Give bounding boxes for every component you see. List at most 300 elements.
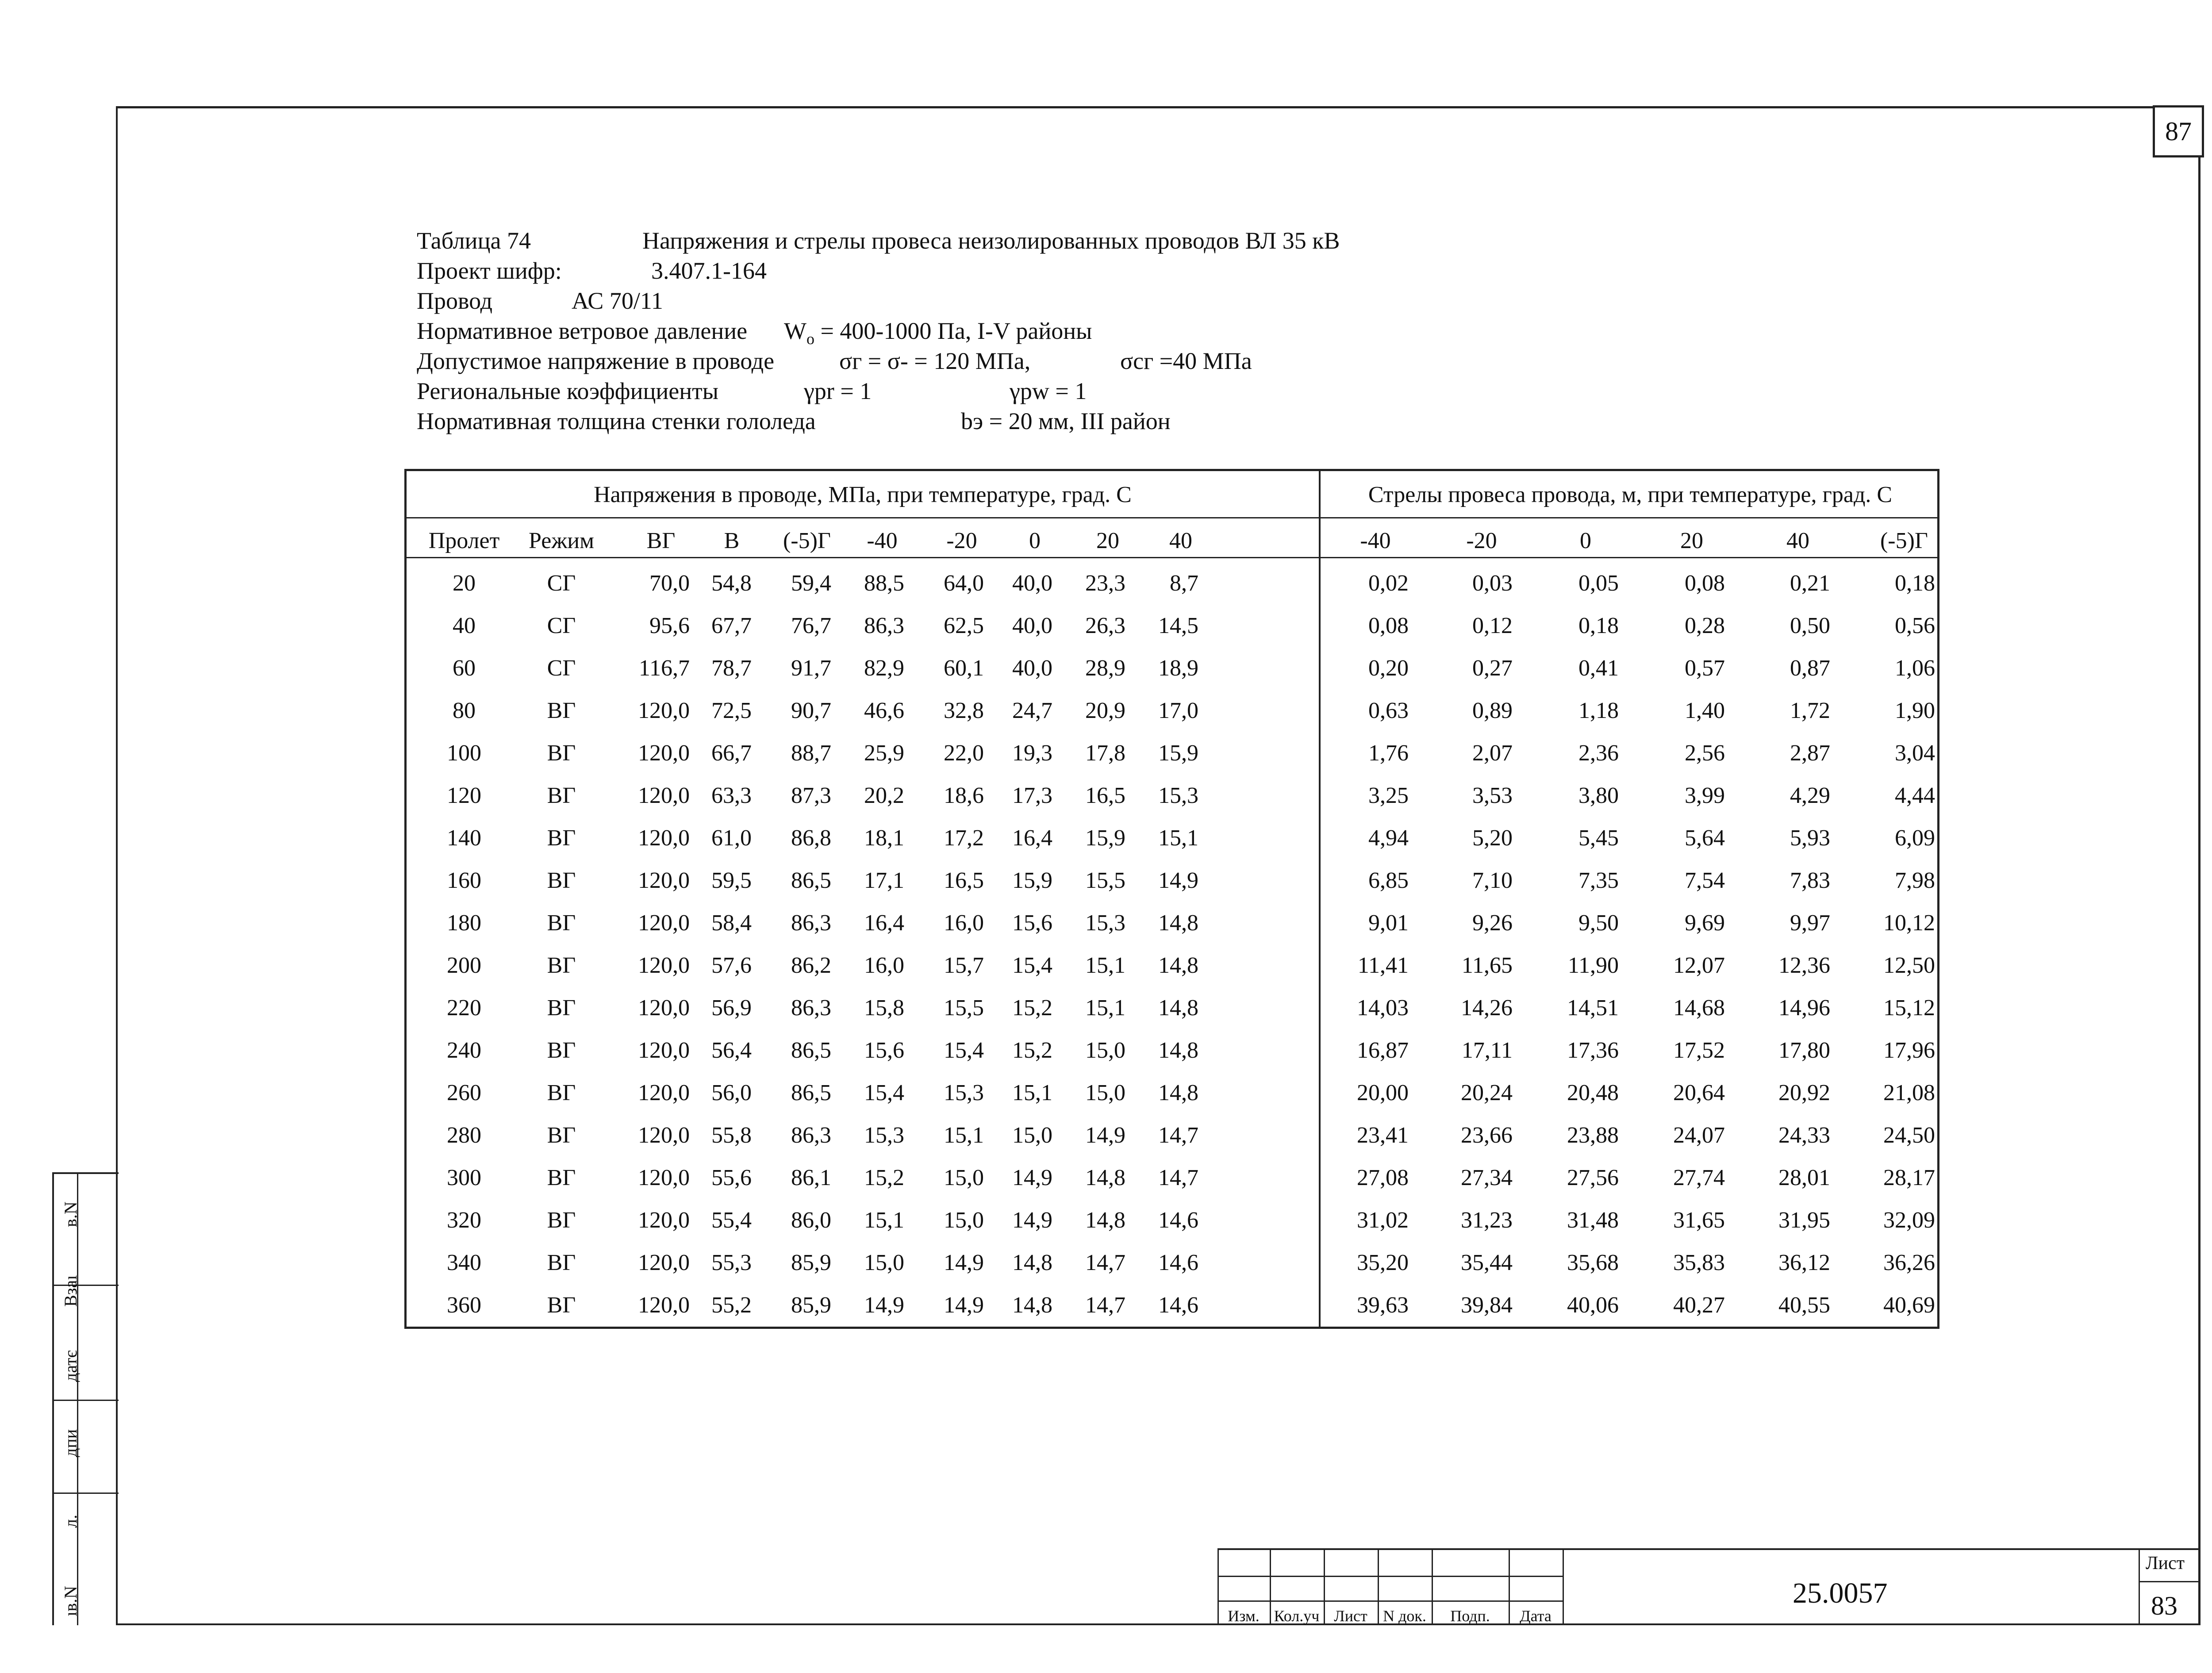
table-cell: 59,5 [711,868,752,893]
table-cell: 16,4 [864,910,904,936]
table-cell: ВГ [547,1165,576,1190]
table-cell: 86,8 [791,825,831,851]
column-header: -20 [946,528,977,553]
table-cell: 260 [447,1080,481,1105]
table-cell: 16,0 [944,910,984,936]
table-cell: 7,35 [1578,868,1619,893]
group-header-sag: Стрелы провеса провода, м, при температуре, град. С [1368,482,1893,507]
ice-label: Нормативная толщина стенки гололеда [417,408,816,434]
table-cell: 14,8 [1158,1080,1198,1105]
column-header: Пролет [428,528,500,553]
table-cell: 120,0 [638,1165,690,1190]
table-cell: 86,2 [791,953,831,978]
table-cell: 0,63 [1368,698,1409,723]
table-cell: 14,8 [1012,1250,1052,1275]
column-header: Режим [529,528,594,553]
table-cell: 24,50 [1883,1123,1935,1148]
table-cell: 200 [447,953,481,978]
table-cell: 15,3 [864,1123,904,1148]
table-cell: 35,68 [1567,1250,1619,1275]
table-cell: 0,57 [1685,656,1725,681]
table-cell: 9,01 [1368,910,1409,936]
table-cell: 1,06 [1895,656,1935,681]
table-cell: 14,9 [944,1293,984,1318]
table-cell: 40,69 [1883,1293,1935,1318]
table-cell: 59,4 [791,571,831,596]
table-cell: 16,0 [864,953,904,978]
table-cell: 31,02 [1357,1208,1409,1233]
table-cell: 14,7 [1085,1293,1125,1318]
table-cell: 3,80 [1578,783,1619,808]
column-header: 40 [1169,528,1192,553]
table-cell: 86,3 [864,613,904,638]
table-cell: 14,9 [1012,1165,1052,1190]
regional-label: Региональные коэффициенты [417,378,719,404]
tb-line [1563,1550,1564,1625]
table-cell: 66,7 [711,741,752,766]
table-cell: 7,54 [1685,868,1725,893]
strip-label-4: дпи [61,1429,81,1457]
table-cell: 3,25 [1368,783,1409,808]
table-cell: 1,76 [1368,741,1409,766]
table-cell: 27,34 [1461,1165,1513,1190]
table-cell: 0,18 [1895,571,1935,596]
column-header: 0 [1029,528,1041,553]
table-cell: 14,6 [1158,1293,1198,1318]
wind-symbol: W [784,318,806,344]
table-cell: 2,07 [1472,741,1513,766]
table-cell: 14,7 [1158,1123,1198,1148]
table-cell: 14,8 [1085,1165,1125,1190]
table-cell: ВГ [547,910,576,936]
table-cell: 27,56 [1567,1165,1619,1190]
table-cell: 23,66 [1461,1123,1513,1148]
table-cell: 17,0 [1158,698,1198,723]
table-cell: ВГ [547,825,576,851]
table-cell: 40,55 [1778,1293,1830,1318]
table-cell: 14,96 [1778,995,1830,1021]
table-cell: 14,51 [1567,995,1619,1021]
wind-text: = 400-1000 Па, I-V районы [814,318,1092,344]
table-cell: 17,11 [1461,1038,1513,1063]
table-cell: 40,06 [1567,1293,1619,1318]
table-cell: 10,12 [1883,910,1935,936]
table-cell: 15,0 [1085,1038,1125,1063]
table-cell: 17,52 [1673,1038,1725,1063]
table-title: Напряжения и стрелы провеса неизолированных проводов ВЛ 35 кВ [642,227,1340,254]
table-cell: 14,68 [1673,995,1725,1021]
table-cell: 14,03 [1357,995,1409,1021]
table-row [407,562,1937,605]
table-cell: 15,4 [944,1038,984,1063]
table-cell: 9,69 [1685,910,1725,936]
table-cell: 16,5 [944,868,984,893]
table-row [407,860,1937,902]
table-cell: 120,0 [638,1038,690,1063]
table-cell: 15,9 [1012,868,1052,893]
table-cell: 180 [447,910,481,936]
table-cell: 28,9 [1085,656,1125,681]
table-cell: 120,0 [638,868,690,893]
table-cell: 15,0 [944,1165,984,1190]
tb-label-ndok: N док. [1383,1607,1426,1625]
table-cell: 9,97 [1790,910,1830,936]
binding-strip [52,1172,119,1625]
table-cell: 0,28 [1685,613,1725,638]
table-cell: 17,8 [1085,741,1125,766]
table-cell: 11,41 [1357,953,1409,978]
wire-label: Провод [417,288,493,314]
table-cell: 91,7 [791,656,831,681]
title-block [1217,1548,2200,1625]
table-cell: 57,6 [711,953,752,978]
table-cell: 31,95 [1778,1208,1830,1233]
table-cell: 36,26 [1883,1250,1935,1275]
table-cell: ВГ [547,1250,576,1275]
table-cell: ВГ [547,868,576,893]
column-header: -20 [1466,528,1497,553]
table-cell: 15,2 [1012,1038,1052,1063]
table-cell: 0,56 [1895,613,1935,638]
table-cell: 11,90 [1567,953,1619,978]
table-cell: 120,0 [638,741,690,766]
table-cell: 100 [447,741,481,766]
column-header: -40 [1360,528,1391,553]
table-cell: 14,6 [1158,1208,1198,1233]
table-row [407,1072,1937,1114]
table-cell: 17,36 [1567,1038,1619,1063]
table-cell: 86,3 [791,910,831,936]
table-cell: 14,9 [1012,1208,1052,1233]
table-cell: 120,0 [638,1293,690,1318]
table-cell: 14,8 [1012,1293,1052,1318]
table-cell: 18,9 [1158,656,1198,681]
table-cell: 7,83 [1790,868,1830,893]
table-cell: 14,5 [1158,613,1198,638]
table-cell: 14,8 [1158,953,1198,978]
table-cell: 7,98 [1895,868,1935,893]
ice-value: bэ = 20 мм, III район [961,408,1171,434]
table-cell: 64,0 [944,571,984,596]
strip-label-3: датє [61,1350,81,1382]
table-cell: 25,9 [864,741,904,766]
tb-row-line [1217,1600,1563,1602]
table-cell: 116,7 [638,656,690,681]
table-cell: 0,05 [1578,571,1619,596]
column-header: 0 [1580,528,1591,553]
table-cell: 120 [447,783,481,808]
table-cell: 27,74 [1673,1165,1725,1190]
table-cell: 62,5 [944,613,984,638]
sheet-box-line [2139,1581,2200,1582]
table-cell: 15,4 [1012,953,1052,978]
table-cell: 5,93 [1790,825,1830,851]
table-cell: 14,7 [1085,1250,1125,1275]
table-row [407,690,1937,732]
table-cell: 78,7 [711,656,752,681]
table-cell: 240 [447,1038,481,1063]
table-cell: 95,6 [649,613,690,638]
table-cell: 28,17 [1883,1165,1935,1190]
table-cell: 56,9 [711,995,752,1021]
table-cell: 40 [453,613,476,638]
table-cell: 88,5 [864,571,904,596]
table-cell: 20,00 [1357,1080,1409,1105]
table-row [407,1284,1937,1327]
table-cell: 40,27 [1673,1293,1725,1318]
column-header: ВГ [646,528,676,553]
table-cell: 15,3 [1158,783,1198,808]
table-cell: 20,2 [864,783,904,808]
table-cell: 23,41 [1357,1123,1409,1148]
table-cell: 340 [447,1250,481,1275]
table-cell: 63,3 [711,783,752,808]
table-cell: 54,8 [711,571,752,596]
table-cell: 14,8 [1158,995,1198,1021]
table-cell: 120,0 [638,783,690,808]
table-cell: 14,6 [1158,1250,1198,1275]
table-cell: 15,5 [944,995,984,1021]
table-cell: 0,89 [1472,698,1513,723]
table-cell: ВГ [547,741,576,766]
table-cell: 120,0 [638,1250,690,1275]
table-cell: 86,0 [791,1208,831,1233]
table-cell: 0,41 [1578,656,1619,681]
table-cell: 39,84 [1461,1293,1513,1318]
table-cell: 23,3 [1085,571,1125,596]
table-cell: 120,0 [638,1208,690,1233]
strip-separator [54,1400,119,1401]
table-cell: 67,7 [711,613,752,638]
table-cell: 17,3 [1012,783,1052,808]
table-cell: 6,09 [1895,825,1935,851]
table-cell: 31,23 [1461,1208,1513,1233]
table-cell: 80 [453,698,476,723]
table-cell: 12,07 [1673,953,1725,978]
table-cell: 5,20 [1472,825,1513,851]
column-header: В [724,528,740,553]
table-cell: ВГ [547,1293,576,1318]
table-cell: 24,7 [1012,698,1052,723]
tb-label-list: Лист [1334,1607,1367,1625]
table-cell: 87,3 [791,783,831,808]
table-cell: 14,7 [1158,1165,1198,1190]
table-cell: 85,9 [791,1293,831,1318]
table-cell: 5,45 [1578,825,1619,851]
table-cell: 26,3 [1085,613,1125,638]
table-cell: 55,2 [711,1293,752,1318]
table-cell: 40,0 [1012,571,1052,596]
table-cell: 15,0 [944,1208,984,1233]
table-cell: 76,7 [791,613,831,638]
wind-label: Нормативное ветровое давление [417,318,748,344]
table-cell: 4,29 [1790,783,1830,808]
table-row [407,1114,1937,1157]
table-label: Таблица 74 [417,227,531,254]
table-cell: 15,6 [1012,910,1052,936]
table-cell: 15,1 [1012,1080,1052,1105]
tb-label-podp: Подп. [1450,1607,1490,1625]
table-cell: 11,65 [1461,953,1513,978]
table-cell: 31,65 [1673,1208,1725,1233]
table-cell: 56,4 [711,1038,752,1063]
table-cell: 22,0 [944,741,984,766]
table-header-divider-1 [407,517,1937,518]
table-cell: 220 [447,995,481,1021]
table-cell: 31,48 [1567,1208,1619,1233]
table-cell: 3,04 [1895,741,1935,766]
table-row [407,1199,1937,1242]
table-cell: СГ [547,656,576,681]
table-row [407,605,1937,647]
table-cell: 20,9 [1085,698,1125,723]
table-cell: 1,72 [1790,698,1830,723]
table-cell: 320 [447,1208,481,1233]
table-row [407,902,1937,944]
table-cell: 120,0 [638,698,690,723]
table-cell: 17,80 [1778,1038,1830,1063]
table-cell: 15,5 [1085,868,1125,893]
wire-value: АС 70/11 [572,288,663,314]
table-cell: 15,4 [864,1080,904,1105]
table-cell: 15,1 [1085,995,1125,1021]
table-cell: 8,7 [1170,571,1198,596]
table-cell: 14,9 [1158,868,1198,893]
table-cell: 2,36 [1578,741,1619,766]
table-cell: 9,50 [1578,910,1619,936]
table-cell: 15,9 [1158,741,1198,766]
table-cell: 12,36 [1778,953,1830,978]
table-cell: 0,50 [1790,613,1830,638]
table-cell: 9,26 [1472,910,1513,936]
table-cell: 12,50 [1883,953,1935,978]
table-cell: 16,87 [1357,1038,1409,1063]
table-cell: ВГ [547,1080,576,1105]
table-cell: 15,12 [1883,995,1935,1021]
table-cell: 17,96 [1883,1038,1935,1063]
table-cell: 86,3 [791,995,831,1021]
table-cell: 60 [453,656,476,681]
table-cell: 15,0 [1085,1080,1125,1105]
strip-label-2: Взаı [61,1275,81,1307]
table-cell: 20 [453,571,476,596]
table-cell: 35,44 [1461,1250,1513,1275]
table-cell: 0,08 [1685,571,1725,596]
table-cell: 32,09 [1883,1208,1935,1233]
table-cell: 120,0 [638,1123,690,1148]
table-cell: 15,3 [1085,910,1125,936]
table-cell: 35,83 [1673,1250,1725,1275]
table-cell: 120,0 [638,995,690,1021]
table-cell: 24,33 [1778,1123,1830,1148]
table-cell: 16,4 [1012,825,1052,851]
table-cell: 56,0 [711,1080,752,1105]
table-cell: 0,12 [1472,613,1513,638]
table-cell: 55,6 [711,1165,752,1190]
table-cell: 20,64 [1673,1080,1725,1105]
tb-label-izm: Изм. [1228,1607,1260,1625]
column-header: 40 [1786,528,1809,553]
stress-label: Допустимое напряжение в проводе [417,348,775,374]
table-cell: 35,20 [1357,1250,1409,1275]
strip-label-5: л. [61,1515,81,1528]
table-cell: 2,56 [1685,741,1725,766]
table-cell: 82,9 [864,656,904,681]
regional-value-2: γpw = 1 [1010,378,1087,404]
table-cell: 46,6 [864,698,904,723]
stress-value-2: σсг =40 МПа [1120,348,1252,374]
table-cell: 300 [447,1165,481,1190]
table-cell: 0,08 [1368,613,1409,638]
table-row [407,1157,1937,1199]
table-cell: 85,9 [791,1250,831,1275]
table-cell: 17,2 [944,825,984,851]
table-cell: 1,90 [1895,698,1935,723]
project-code: 3.407.1-164 [651,257,767,284]
table-row [407,775,1937,817]
table-cell: ВГ [547,783,576,808]
table-row [407,944,1937,987]
table-cell: 39,63 [1357,1293,1409,1318]
table-cell: 1,40 [1685,698,1725,723]
table-cell: 28,01 [1778,1165,1830,1190]
table-cell: 18,6 [944,783,984,808]
strip-label-1: в.N [61,1201,81,1227]
table-cell: 14,9 [944,1250,984,1275]
table-cell: ВГ [547,995,576,1021]
table-cell: 32,8 [944,698,984,723]
column-header: (-5)Г [783,528,831,553]
table-cell: СГ [547,613,576,638]
document-code: 25.0057 [1793,1577,1888,1609]
table-cell: 1,18 [1578,698,1619,723]
table-cell: 86,3 [791,1123,831,1148]
column-header: 20 [1096,528,1119,553]
table-cell: 120,0 [638,953,690,978]
sheet-number: 83 [2151,1591,2177,1620]
table-cell: 15,1 [1158,825,1198,851]
project-label: Проект шифр: [417,257,562,284]
table-cell: 0,21 [1790,571,1830,596]
sheet-label: Лист [2146,1553,2185,1573]
table-cell: 15,1 [944,1123,984,1148]
regional-value-1: γpr = 1 [804,378,872,404]
table-cell: 7,10 [1472,868,1513,893]
table-cell: 3,53 [1472,783,1513,808]
table-cell: 23,88 [1567,1123,1619,1148]
table-cell: 15,9 [1085,825,1125,851]
table-cell: 140 [447,825,481,851]
table-row [407,732,1937,775]
table-cell: 15,1 [1085,953,1125,978]
table-cell: 5,64 [1685,825,1725,851]
table-cell: 21,08 [1883,1080,1935,1105]
table-cell: 0,87 [1790,656,1830,681]
tb-row-line [1217,1576,1563,1577]
table-cell: 14,8 [1158,1038,1198,1063]
column-header: (-5)Г [1880,528,1928,553]
table-row [407,647,1937,690]
table-cell: 120,0 [638,910,690,936]
table-row [407,817,1937,860]
table-cell: 15,2 [1012,995,1052,1021]
data-table [404,469,1939,1329]
table-cell: 14,9 [1085,1123,1125,1148]
page-number: 87 [2153,105,2204,157]
table-cell: 40,0 [1012,656,1052,681]
tb-label-kol: Кол.уч [1274,1607,1320,1625]
table-cell: 15,6 [864,1038,904,1063]
